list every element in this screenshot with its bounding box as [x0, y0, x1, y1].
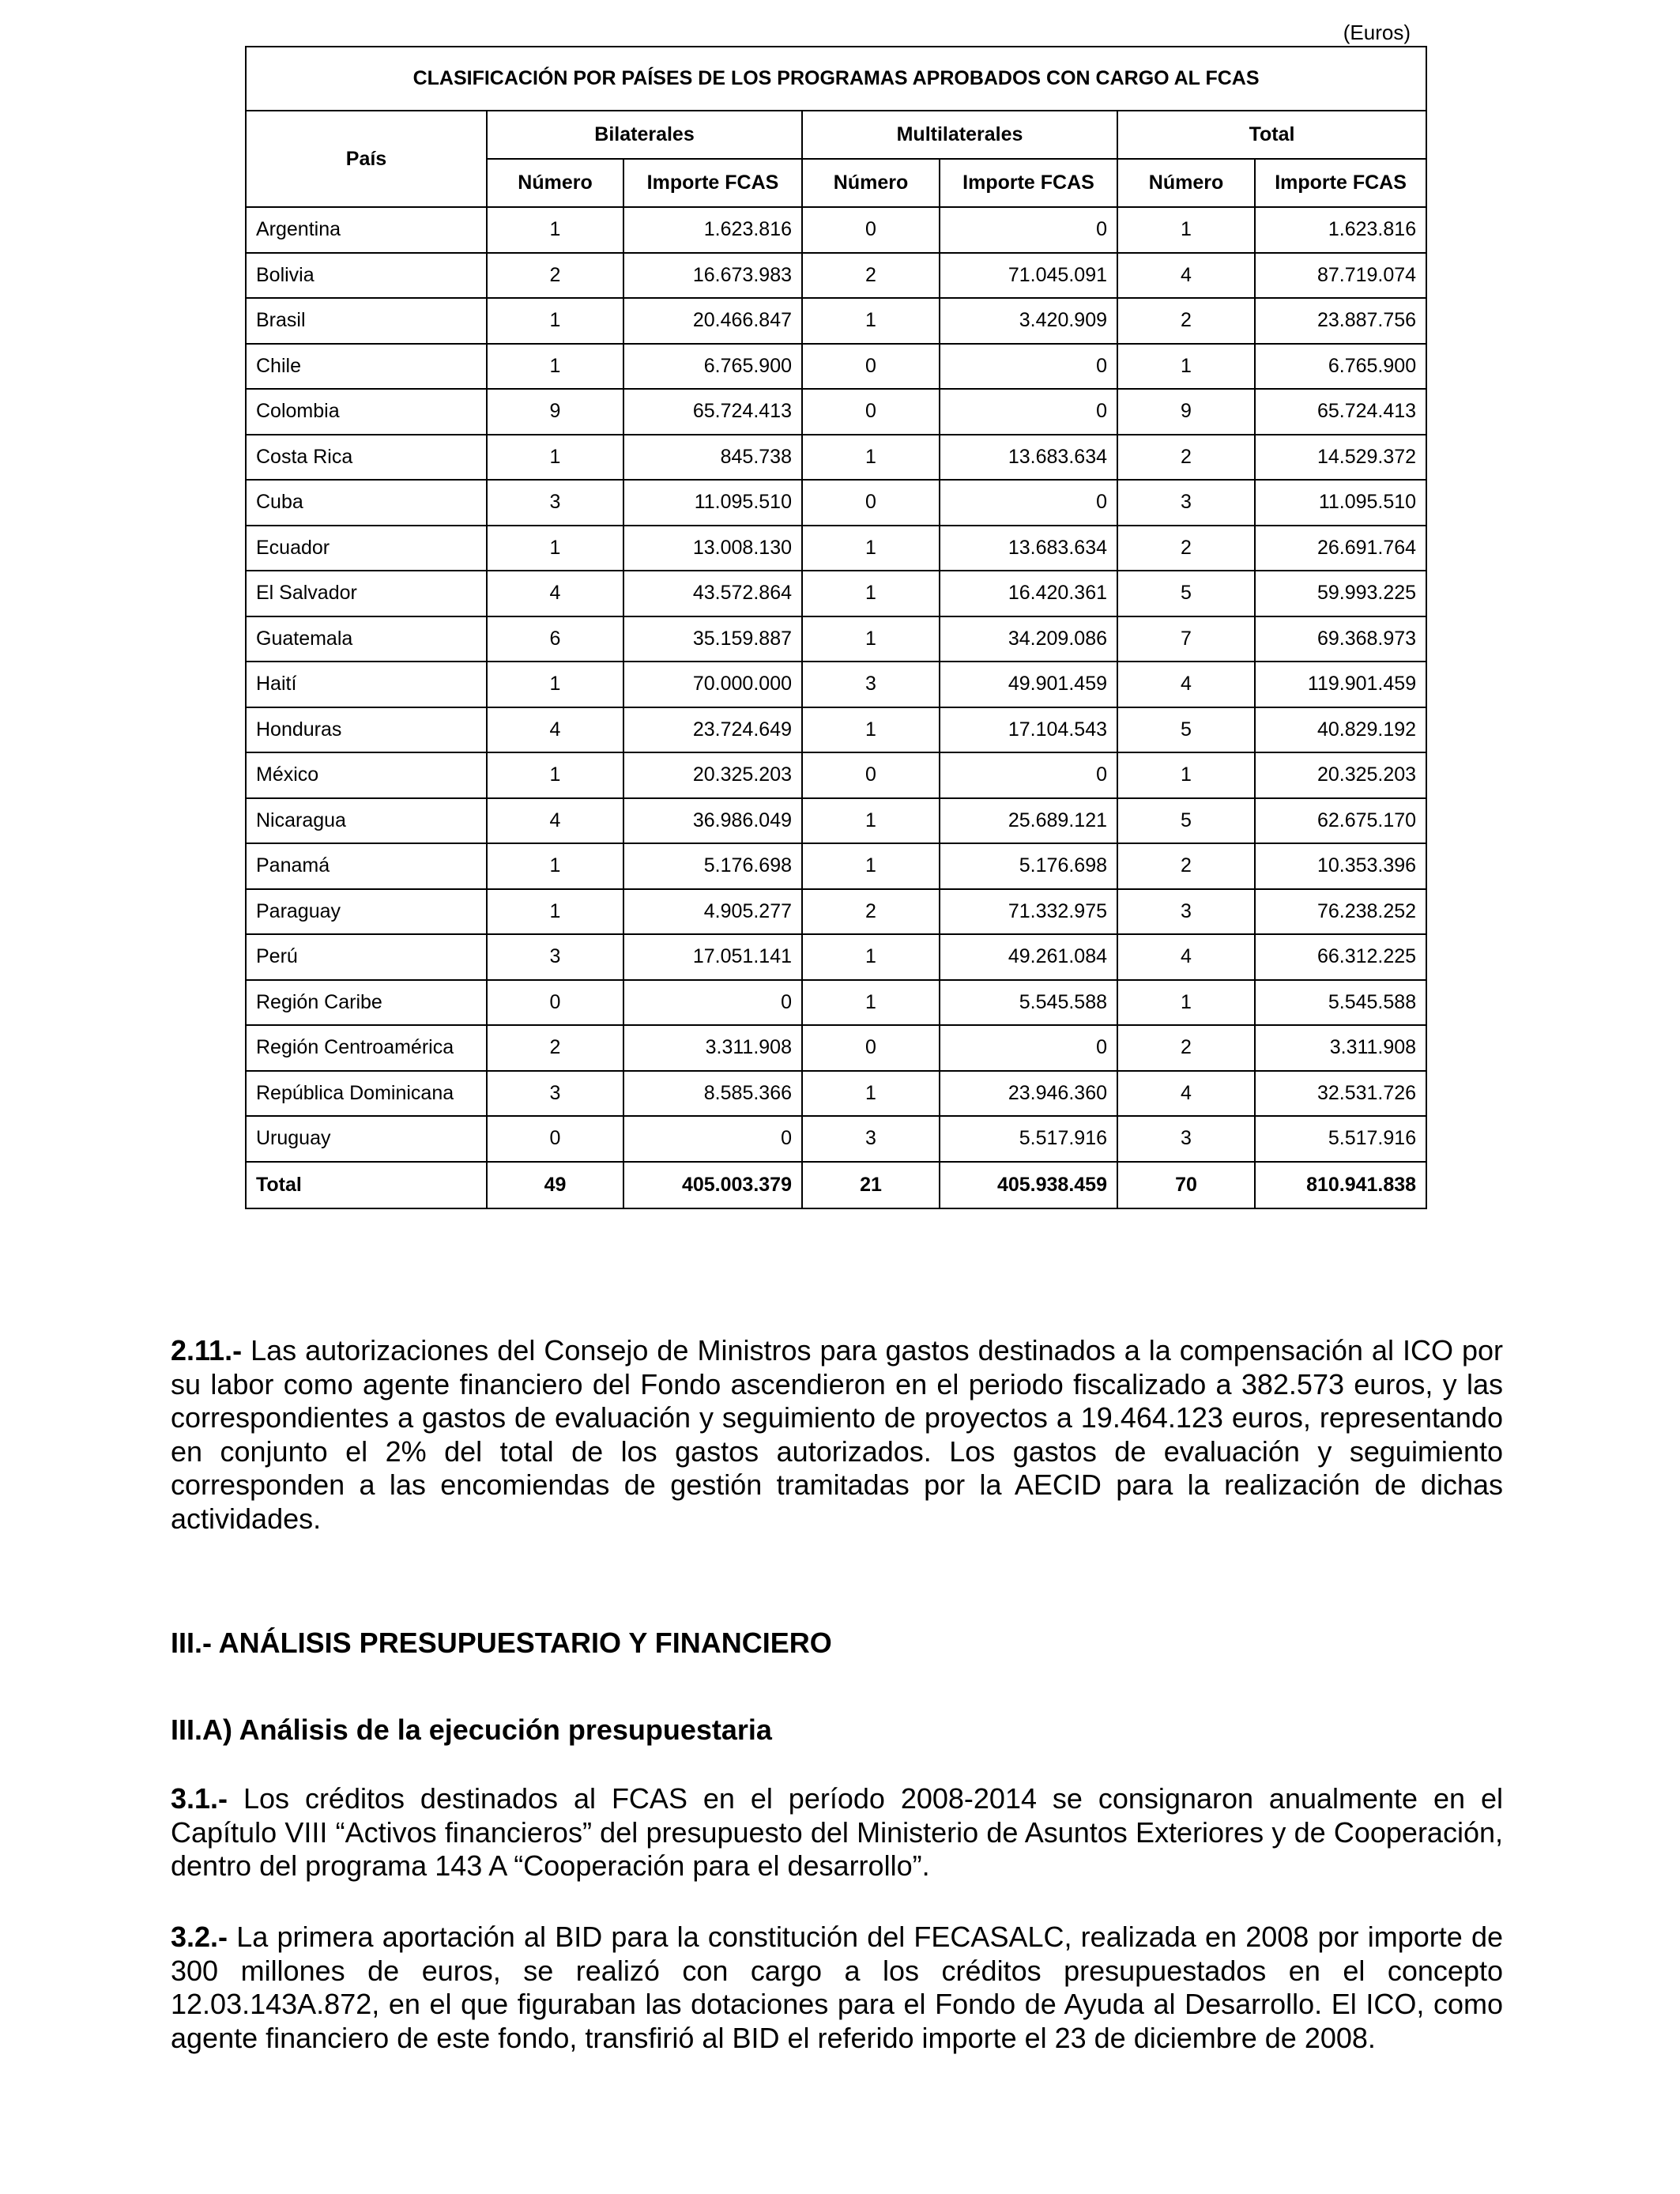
cell-country: Bolivia [246, 253, 487, 299]
table-row [246, 389, 1426, 435]
cell-bilateral-count: 49 [487, 1162, 623, 1208]
cell-total-amount: 23.887.756 [1255, 298, 1426, 344]
cell-total-count: 5 [1117, 707, 1255, 753]
cell-multilateral-count: 1 [802, 1071, 940, 1117]
cell-multilateral-count: 1 [802, 707, 940, 753]
cell-multilateral-amount: 5.545.588 [940, 980, 1117, 1026]
cell-bilateral-amount: 16.673.983 [623, 253, 802, 299]
table-row [246, 843, 1426, 889]
cell-bilateral-count: 4 [487, 571, 623, 616]
cell-bilateral-count: 3 [487, 480, 623, 526]
cell-total-count: 3 [1117, 1116, 1255, 1162]
cell-bilateral-count: 9 [487, 389, 623, 435]
group-header-bilaterales: Bilaterales [487, 111, 802, 159]
cell-multilateral-amount: 71.332.975 [940, 889, 1117, 935]
cell-bilateral-count: 3 [487, 934, 623, 980]
cell-bilateral-amount: 11.095.510 [623, 480, 802, 526]
cell-bilateral-count: 1 [487, 435, 623, 481]
cell-multilateral-count: 1 [802, 980, 940, 1026]
table-row [246, 253, 1426, 299]
table-row [246, 798, 1426, 844]
cell-multilateral-count: 0 [802, 207, 940, 253]
cell-total-count: 4 [1117, 253, 1255, 299]
cell-total-count: 4 [1117, 934, 1255, 980]
cell-multilateral-count: 0 [802, 1025, 940, 1071]
cell-country: Chile [246, 344, 487, 390]
cell-country: Uruguay [246, 1116, 487, 1162]
cell-total-amount: 59.993.225 [1255, 571, 1426, 616]
cell-bilateral-count: 3 [487, 1071, 623, 1117]
col-header-pais: País [246, 111, 487, 207]
table-row [246, 526, 1426, 571]
fcas-country-table [245, 46, 1427, 1209]
cell-country: Brasil [246, 298, 487, 344]
cell-bilateral-amount: 17.051.141 [623, 934, 802, 980]
subcol-importe: Importe FCAS [1255, 159, 1426, 207]
cell-total-count: 2 [1117, 298, 1255, 344]
cell-bilateral-amount: 845.738 [623, 435, 802, 481]
cell-country: Honduras [246, 707, 487, 753]
cell-multilateral-amount: 405.938.459 [940, 1162, 1117, 1208]
cell-total-amount: 62.675.170 [1255, 798, 1426, 844]
cell-country: República Dominicana [246, 1071, 487, 1117]
cell-multilateral-count: 1 [802, 843, 940, 889]
cell-bilateral-amount: 405.003.379 [623, 1162, 802, 1208]
cell-bilateral-count: 1 [487, 889, 623, 935]
cell-bilateral-count: 1 [487, 526, 623, 571]
group-header-total: Total [1117, 111, 1426, 159]
table-row [246, 662, 1426, 707]
cell-bilateral-amount: 43.572.864 [623, 571, 802, 616]
table-row [246, 889, 1426, 935]
table-row [246, 344, 1426, 390]
cell-multilateral-amount: 0 [940, 344, 1117, 390]
cell-bilateral-amount: 20.466.847 [623, 298, 802, 344]
subcol-numero: Número [802, 159, 940, 207]
cell-total-count: 1 [1117, 207, 1255, 253]
cell-multilateral-amount: 5.176.698 [940, 843, 1117, 889]
paragraph-3-1 [171, 1782, 1503, 1883]
cell-total-amount: 10.353.396 [1255, 843, 1426, 889]
cell-total-count: 7 [1117, 616, 1255, 662]
cell-country: Panamá [246, 843, 487, 889]
cell-bilateral-amount: 8.585.366 [623, 1071, 802, 1117]
section-heading-iii: III.- ANÁLISIS PRESUPUESTARIO Y FINANCIERO [171, 1627, 832, 1659]
cell-bilateral-count: 1 [487, 207, 623, 253]
cell-total-amount: 32.531.726 [1255, 1071, 1426, 1117]
cell-bilateral-count: 1 [487, 843, 623, 889]
cell-total-count: 1 [1117, 980, 1255, 1026]
cell-multilateral-count: 0 [802, 480, 940, 526]
cell-total-count: 1 [1117, 344, 1255, 390]
cell-country: Nicaragua [246, 798, 487, 844]
cell-bilateral-count: 2 [487, 1025, 623, 1071]
subcol-numero: Número [487, 159, 623, 207]
cell-bilateral-amount: 65.724.413 [623, 389, 802, 435]
cell-total-amount: 66.312.225 [1255, 934, 1426, 980]
cell-total-amount: 20.325.203 [1255, 752, 1426, 798]
cell-total-amount: 1.623.816 [1255, 207, 1426, 253]
cell-bilateral-count: 1 [487, 298, 623, 344]
cell-total-amount: 69.368.973 [1255, 616, 1426, 662]
cell-total-amount: 40.829.192 [1255, 707, 1426, 753]
cell-multilateral-count: 0 [802, 752, 940, 798]
cell-total-amount: 3.311.908 [1255, 1025, 1426, 1071]
cell-total-count: 4 [1117, 1071, 1255, 1117]
cell-multilateral-count: 1 [802, 934, 940, 980]
cell-multilateral-amount: 0 [940, 1025, 1117, 1071]
table-row [246, 616, 1426, 662]
cell-country: El Salvador [246, 571, 487, 616]
cell-total-amount: 5.545.588 [1255, 980, 1426, 1026]
cell-bilateral-count: 4 [487, 707, 623, 753]
cell-bilateral-amount: 35.159.887 [623, 616, 802, 662]
cell-country: Región Caribe [246, 980, 487, 1026]
subcol-numero: Número [1117, 159, 1255, 207]
cell-country: Haití [246, 662, 487, 707]
cell-country: Ecuador [246, 526, 487, 571]
cell-bilateral-amount: 36.986.049 [623, 798, 802, 844]
cell-multilateral-amount: 0 [940, 480, 1117, 526]
cell-total-count: 5 [1117, 798, 1255, 844]
paragraph-number: 3.1.- [171, 1782, 228, 1815]
cell-total-amount: 5.517.916 [1255, 1116, 1426, 1162]
cell-multilateral-amount: 13.683.634 [940, 435, 1117, 481]
cell-bilateral-count: 4 [487, 798, 623, 844]
cell-bilateral-amount: 4.905.277 [623, 889, 802, 935]
paragraph-3-2 [171, 1921, 1503, 2055]
cell-multilateral-count: 1 [802, 435, 940, 481]
cell-multilateral-amount: 5.517.916 [940, 1116, 1117, 1162]
cell-multilateral-amount: 49.261.084 [940, 934, 1117, 980]
cell-multilateral-amount: 25.689.121 [940, 798, 1117, 844]
cell-bilateral-amount: 1.623.816 [623, 207, 802, 253]
cell-country: Costa Rica [246, 435, 487, 481]
cell-multilateral-count: 1 [802, 571, 940, 616]
cell-bilateral-amount: 23.724.649 [623, 707, 802, 753]
table-row [246, 480, 1426, 526]
table-row [246, 1025, 1426, 1071]
paragraph-number: 2.11.- [171, 1334, 243, 1367]
cell-total-amount: 76.238.252 [1255, 889, 1426, 935]
cell-total-count: 70 [1117, 1162, 1255, 1208]
cell-multilateral-amount: 0 [940, 752, 1117, 798]
cell-country: Paraguay [246, 889, 487, 935]
cell-bilateral-count: 1 [487, 662, 623, 707]
cell-bilateral-amount: 3.311.908 [623, 1025, 802, 1071]
cell-bilateral-count: 1 [487, 752, 623, 798]
cell-total-count: 3 [1117, 480, 1255, 526]
cell-country: Argentina [246, 207, 487, 253]
group-header-multilaterales: Multilaterales [802, 111, 1117, 159]
cell-bilateral-amount: 0 [623, 980, 802, 1026]
cell-country: Región Centroamérica [246, 1025, 487, 1071]
paragraph-text: Las autorizaciones del Consejo de Ministros para gastos destinados a la compensación al ICO por su labor como agente financiero del Fondo ascendieron en el periodo fiscalizado a 382.573 euros, y las correspondientes a gastos de evaluación y seguimiento de proyectos a 19.464.123 euros, representando en conjunto el 2% del total de los gastos autorizados. Los gastos de evaluación y seguimiento corresponden a las encomiendas de gestión tramitadas por la AECID para la realización de dichas actividades. [171, 1334, 1503, 1535]
cell-bilateral-amount: 6.765.900 [623, 344, 802, 390]
unit-note: (Euros) [1343, 21, 1411, 44]
cell-multilateral-amount: 71.045.091 [940, 253, 1117, 299]
subcol-importe: Importe FCAS [623, 159, 802, 207]
cell-multilateral-count: 0 [802, 389, 940, 435]
cell-bilateral-count: 6 [487, 616, 623, 662]
cell-multilateral-count: 1 [802, 526, 940, 571]
table-row [246, 1116, 1426, 1162]
table-title: CLASIFICACIÓN POR PAÍSES DE LOS PROGRAMAS APROBADOS CON CARGO AL FCAS [246, 47, 1426, 111]
cell-multilateral-count: 2 [802, 889, 940, 935]
table-total-row [246, 1162, 1426, 1208]
cell-bilateral-count: 0 [487, 980, 623, 1026]
cell-multilateral-count: 3 [802, 662, 940, 707]
cell-bilateral-amount: 0 [623, 1116, 802, 1162]
table-body [246, 207, 1426, 1208]
cell-total-count: 3 [1117, 889, 1255, 935]
cell-total-amount: 119.901.459 [1255, 662, 1426, 707]
cell-multilateral-count: 1 [802, 798, 940, 844]
paragraph-text: Los créditos destinados al FCAS en el período 2008-2014 se consignaron anualmente en el Capítulo VIII “Activos financieros” del presupuesto del Ministerio de Asuntos Exteriores y de Cooperación, dentro del programa 143 A “Cooperación para el desarrollo”. [171, 1782, 1503, 1882]
cell-multilateral-count: 2 [802, 253, 940, 299]
cell-total-amount: 65.724.413 [1255, 389, 1426, 435]
cell-multilateral-amount: 0 [940, 389, 1117, 435]
table-row [246, 1071, 1426, 1117]
cell-total-amount: 14.529.372 [1255, 435, 1426, 481]
cell-total-count: 2 [1117, 526, 1255, 571]
table-row [246, 207, 1426, 253]
table-row [246, 980, 1426, 1026]
cell-bilateral-count: 1 [487, 344, 623, 390]
paragraph-2-11 [171, 1334, 1503, 1536]
cell-country: Guatemala [246, 616, 487, 662]
cell-bilateral-count: 0 [487, 1116, 623, 1162]
table-row [246, 707, 1426, 753]
cell-country: Cuba [246, 480, 487, 526]
cell-multilateral-amount: 23.946.360 [940, 1071, 1117, 1117]
cell-multilateral-amount: 3.420.909 [940, 298, 1117, 344]
table-row [246, 571, 1426, 616]
cell-total-amount: 6.765.900 [1255, 344, 1426, 390]
cell-country: Total [246, 1162, 487, 1208]
cell-total-count: 2 [1117, 1025, 1255, 1071]
cell-country: Perú [246, 934, 487, 980]
cell-total-count: 2 [1117, 843, 1255, 889]
cell-multilateral-amount: 17.104.543 [940, 707, 1117, 753]
cell-bilateral-amount: 20.325.203 [623, 752, 802, 798]
cell-bilateral-amount: 70.000.000 [623, 662, 802, 707]
cell-total-count: 1 [1117, 752, 1255, 798]
cell-multilateral-count: 3 [802, 1116, 940, 1162]
cell-multilateral-amount: 0 [940, 207, 1117, 253]
cell-total-amount: 11.095.510 [1255, 480, 1426, 526]
cell-multilateral-count: 1 [802, 298, 940, 344]
cell-bilateral-amount: 13.008.130 [623, 526, 802, 571]
paragraph-number: 3.2.- [171, 1921, 228, 1953]
cell-multilateral-count: 0 [802, 344, 940, 390]
table-row [246, 298, 1426, 344]
cell-bilateral-amount: 5.176.698 [623, 843, 802, 889]
cell-total-amount: 87.719.074 [1255, 253, 1426, 299]
cell-bilateral-count: 2 [487, 253, 623, 299]
table-row [246, 934, 1426, 980]
cell-multilateral-amount: 49.901.459 [940, 662, 1117, 707]
subcol-importe: Importe FCAS [940, 159, 1117, 207]
cell-country: Colombia [246, 389, 487, 435]
cell-total-count: 5 [1117, 571, 1255, 616]
cell-total-amount: 26.691.764 [1255, 526, 1426, 571]
cell-multilateral-count: 1 [802, 616, 940, 662]
cell-total-count: 2 [1117, 435, 1255, 481]
cell-multilateral-amount: 13.683.634 [940, 526, 1117, 571]
cell-total-count: 9 [1117, 389, 1255, 435]
cell-total-amount: 810.941.838 [1255, 1162, 1426, 1208]
table-row [246, 435, 1426, 481]
cell-total-count: 4 [1117, 662, 1255, 707]
table-row [246, 752, 1426, 798]
cell-multilateral-amount: 34.209.086 [940, 616, 1117, 662]
section-heading-iii-a: III.A) Análisis de la ejecución presupuestaria [171, 1713, 772, 1746]
paragraph-text: La primera aportación al BID para la constitución del FECASALC, realizada en 2008 por importe de 300 millones de euros, se realizó con cargo a los créditos presupuestados en el concepto 12.03.143A.872, en el que figuraban las dotaciones para el Fondo de Ayuda al Desarrollo. El ICO, como agente financiero de este fondo, transfirió al BID el referido importe el 23 de diciembre de 2008. [171, 1921, 1503, 2054]
cell-multilateral-count: 21 [802, 1162, 940, 1208]
cell-multilateral-amount: 16.420.361 [940, 571, 1117, 616]
cell-country: México [246, 752, 487, 798]
